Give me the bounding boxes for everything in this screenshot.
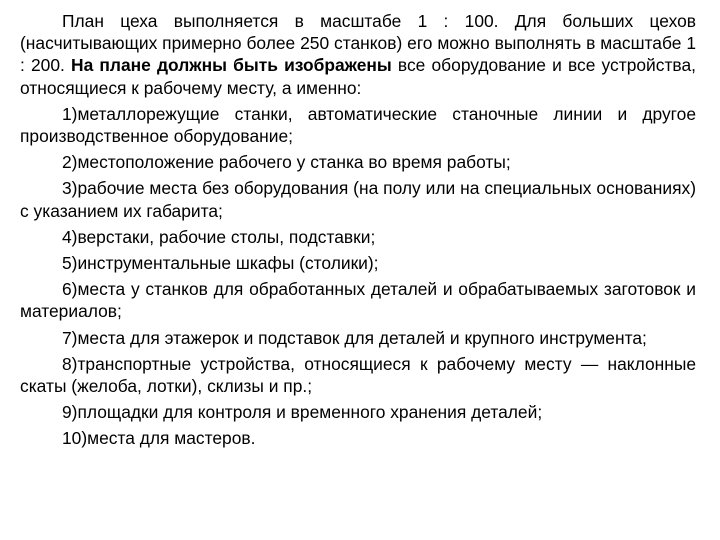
intro-text-before: План цеха выполняется в масштабе 1 : 100. Для больших цехов (насчитывающих примерно более 250 станков) его можно выполнять в масштабе 1 : 200. xyxy=(20,11,696,76)
document-body xyxy=(20,10,696,450)
list-item-1: 1)металлорежущие станки, автоматические станочные линии и другое производственное оборудование; xyxy=(20,103,696,147)
list-item-4: 4)верстаки, рабочие столы, подставки; xyxy=(62,226,376,247)
intro-text-after: все оборудование и все устройства, относящиеся к рабочему месту, а именно: xyxy=(20,55,696,98)
list-item-8: 8)транспортные устройства, относящиеся к рабочему месту — наклонные скаты (желоба, лотки), склизы и пр.; xyxy=(20,353,696,397)
list-item-9: 9)площадки для контроля и временного хранения деталей; xyxy=(62,402,543,423)
list-item-10: 10)места для мастеров. xyxy=(62,428,256,449)
list-item-7: 7)места для этажерок и подставок для деталей и крупного инструмента; xyxy=(62,327,647,348)
list-item-3: 3)рабочие места без оборудования (на полу или на специальных основаниях) с указанием их габарита; xyxy=(20,178,696,221)
list-item-5: 5)инструментальные шкафы (столики); xyxy=(62,253,379,274)
list-item-2: 2)местоположение рабочего у станка во время работы; xyxy=(62,152,511,173)
list-item-6: 6)места у станков для обработанных деталей и обрабатываемых заготовок и материалов; xyxy=(20,279,696,322)
intro-bold-text: На плане должны быть изображены xyxy=(71,55,392,76)
intro-paragraph xyxy=(20,10,696,99)
